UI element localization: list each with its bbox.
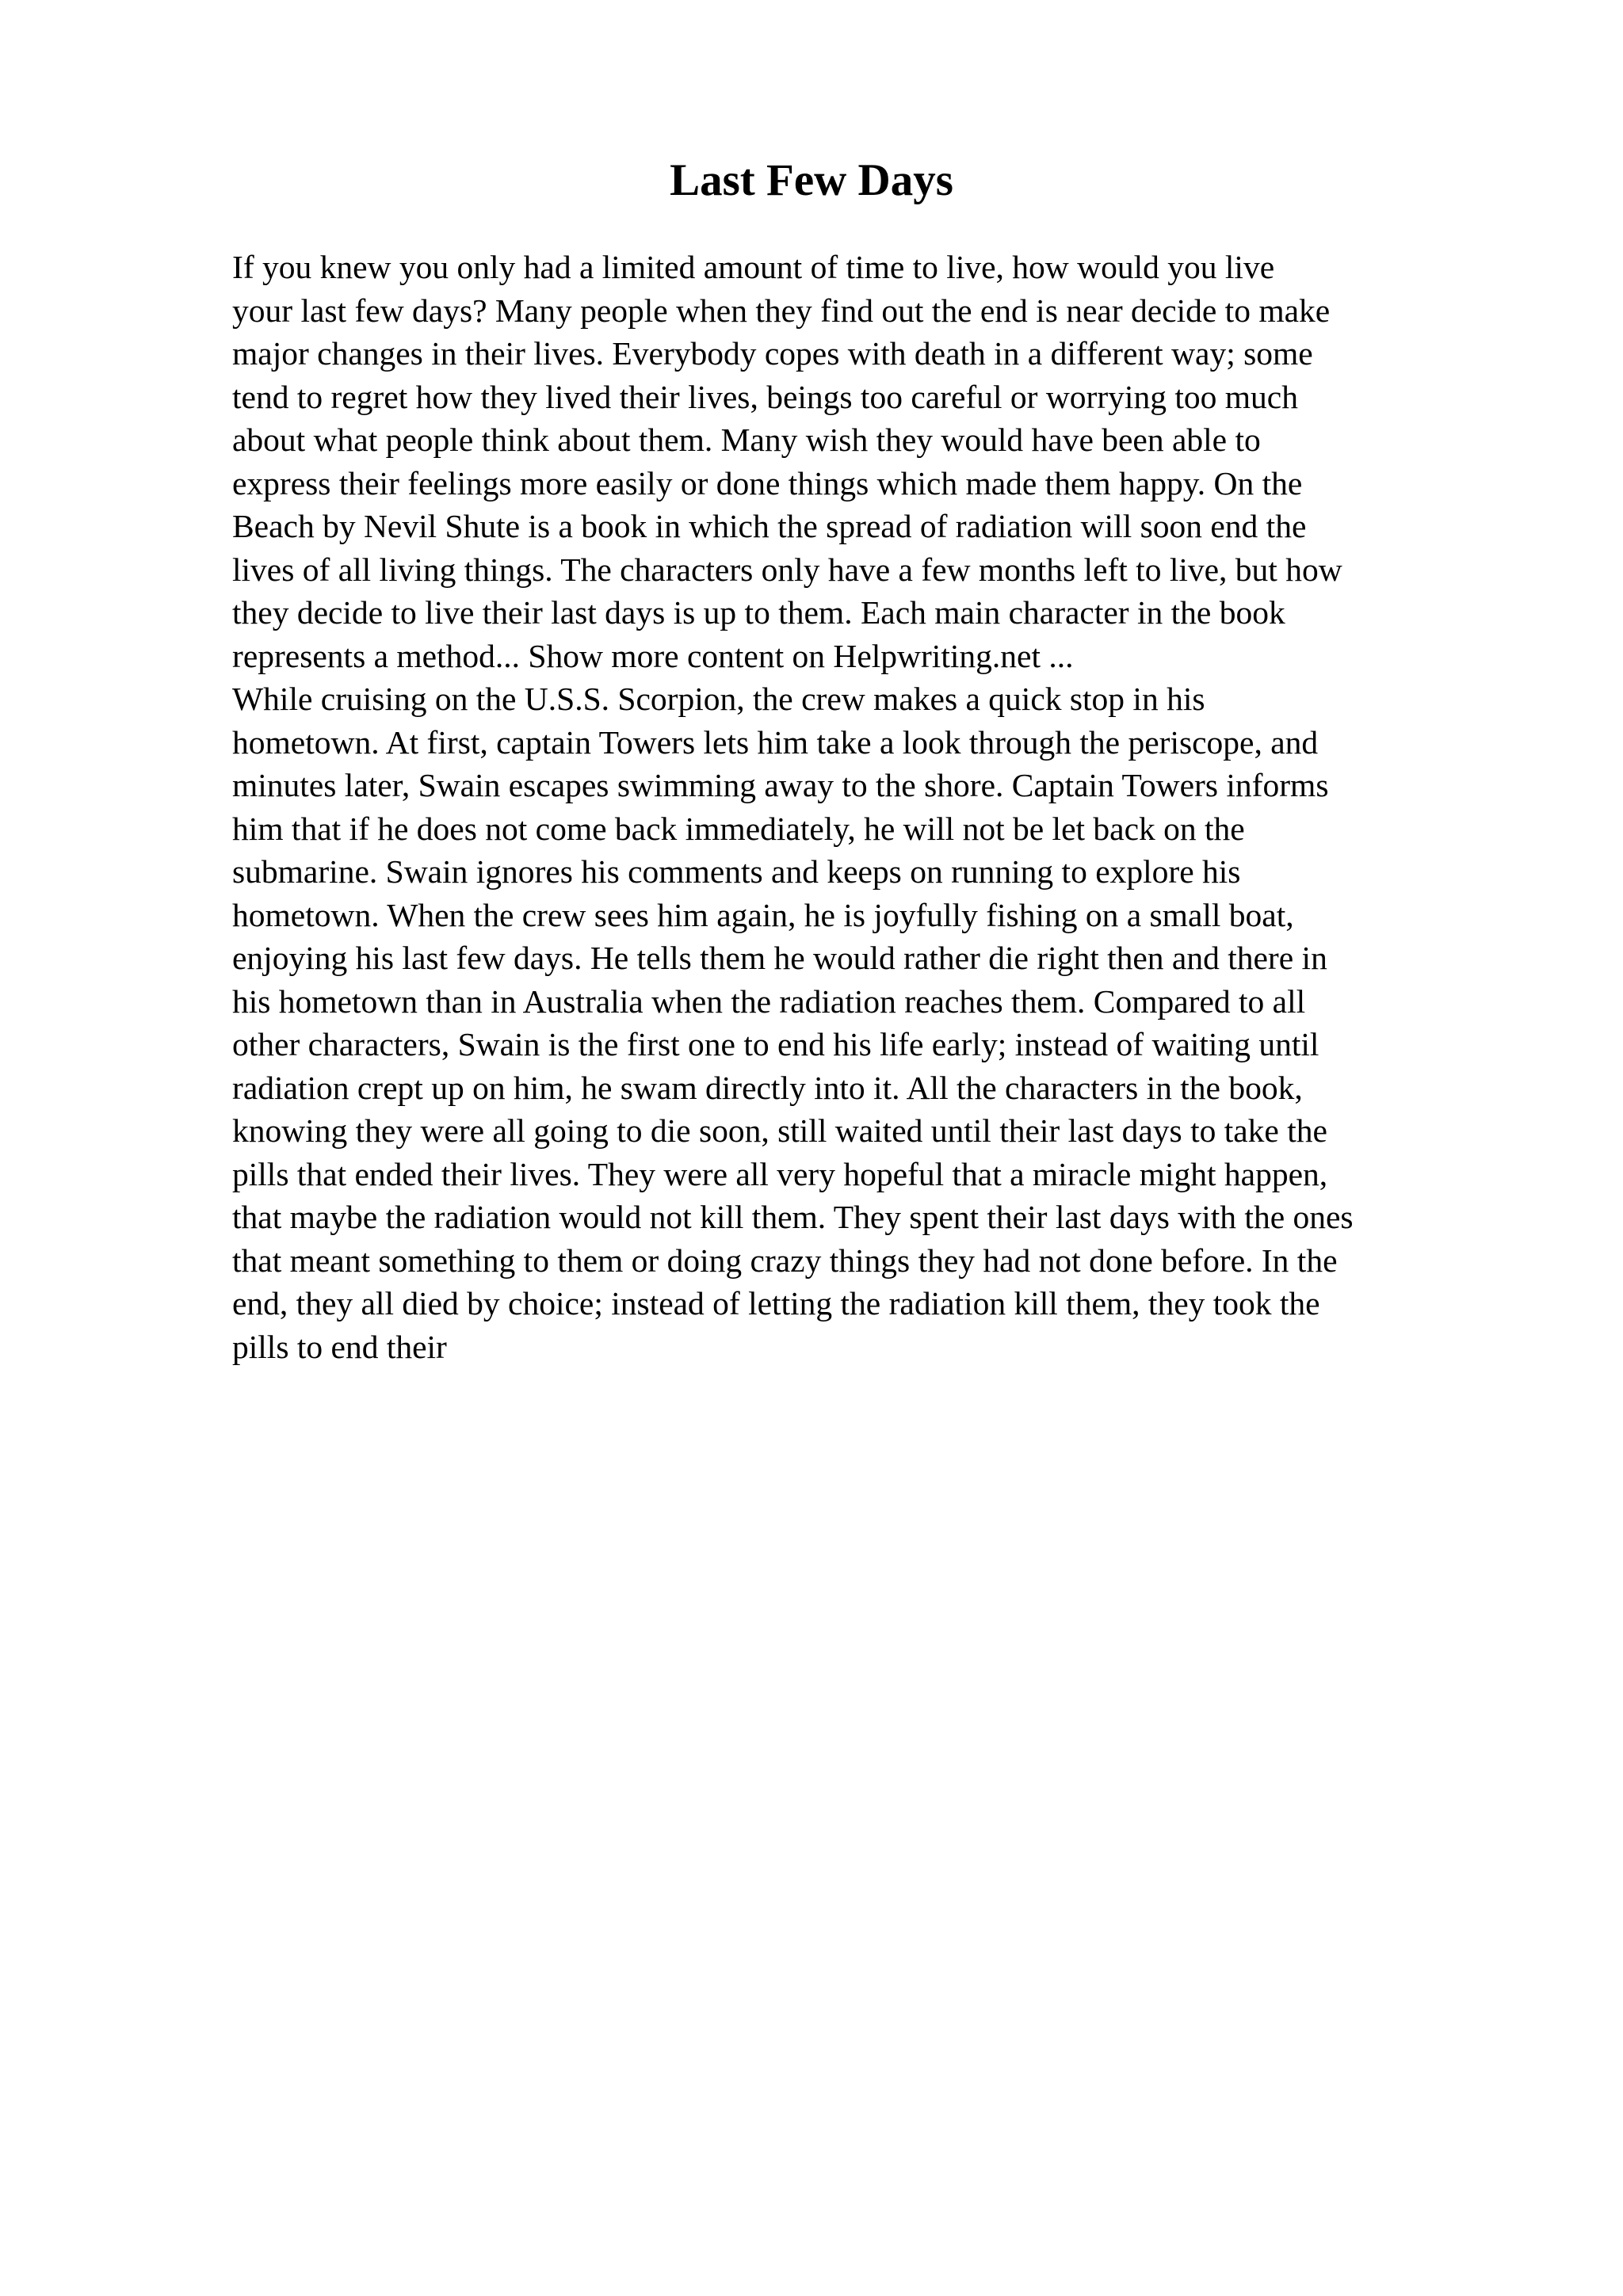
text-line: him that if he does not come back immediately, he will not be let back on the [232,810,1245,847]
text-line: pills that ended their lives. They were all very hopeful that a miracle might happen, [232,1155,1328,1192]
text-line: hometown. At first, captain Towers lets him take a look through the periscope, and [232,723,1319,761]
text-line: major changes in their lives. Everybody copes with death in a different way; some [232,335,1313,372]
text-line: Beach by Nevil Shute is a book in which the spread of radiation will soon end the [232,508,1307,544]
document-body [232,246,1516,1368]
text-line: lives of all living things. The characters only have a few months left to live, but how [232,551,1342,588]
text-line: that maybe the radiation would not kill them. They spent their last days with the ones [232,1199,1354,1235]
text-line: end, they all died by choice; instead of letting the radiation kill them, they took the [232,1285,1320,1322]
text-line: his hometown than in Australia when the radiation reaches them. Compared to all [232,982,1306,1020]
text-line: If you knew you only had a limited amount of time to live, how would you live [232,249,1275,285]
text-line: submarine. Swain ignores his comments and keeps on running to explore his [232,853,1241,890]
text-line: minutes later, Swain escapes swimming away to the shore. Captain Towers informs [232,767,1329,803]
text-line: While cruising on the U.S.S. Scorpion, the crew makes a quick stop in his [232,681,1205,717]
text-line: hometown. When the crew sees him again, he is joyfully fishing on a small boat, [232,896,1294,933]
text-line: about what people think about them. Many wish they would have been able to [232,421,1261,458]
text-line: your last few days? Many people when they find out the end is near decide to make [232,292,1331,329]
text-line: express their feelings more easily or done things which made them happy. On the [232,464,1303,502]
text-line: radiation crept up on him, he swam directly into it. All the characters in the book, [232,1069,1303,1106]
document-title: Last Few Days [670,155,953,205]
text-line: other characters, Swain is the first one to end his life early; instead of waiting until [232,1026,1319,1062]
text-line: represents a method... Show more content on Helpwriting.net ... [232,637,1074,674]
text-line: enjoying his last few days. He tells them he would rather die right then and there in [232,940,1327,976]
text-line: knowing they were all going to die soon, still waited until their last days to take the [232,1112,1327,1149]
text-line: that meant something to them or doing crazy things they had not done before. In the [232,1241,1338,1279]
text-line: pills to end their [232,1328,447,1365]
text-line: they decide to live their last days is up to them. Each main character in the book [232,594,1285,631]
text-line: tend to regret how they lived their lives, beings too careful or worrying too much [232,378,1298,415]
